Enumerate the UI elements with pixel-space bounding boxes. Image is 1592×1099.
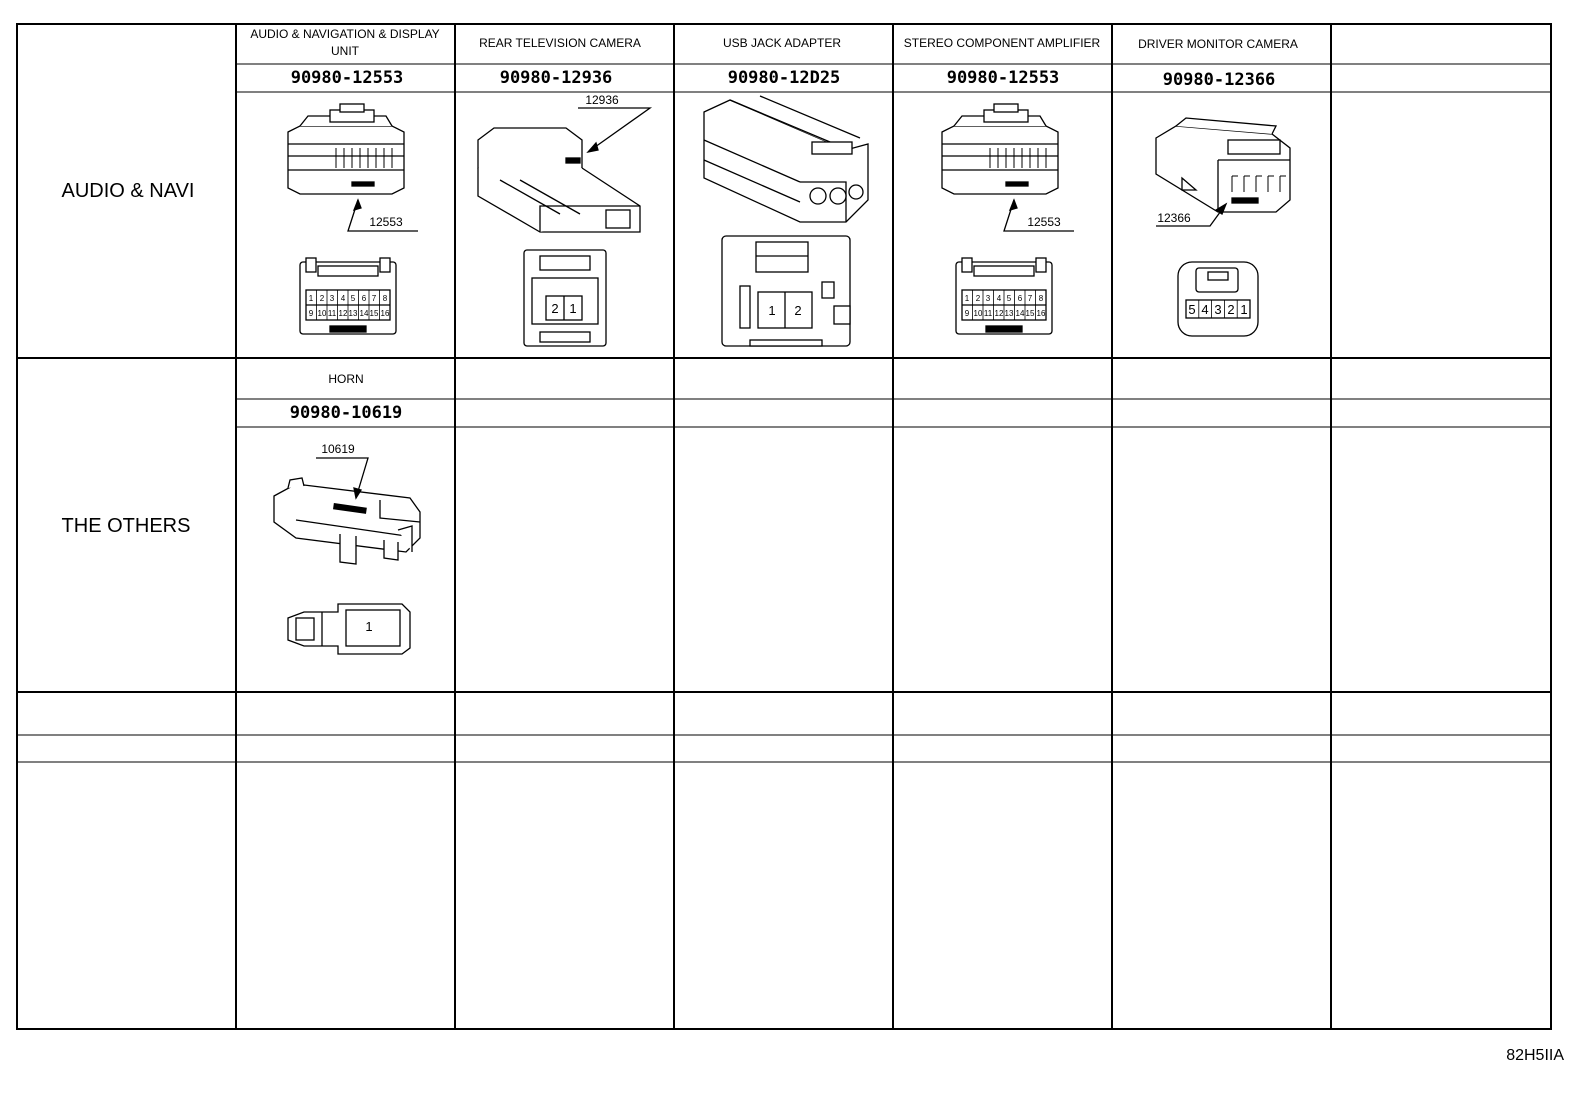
pin-label: 12 xyxy=(994,309,1004,318)
part-number-c1: 90980-12553 xyxy=(290,68,404,88)
pin-label: 8 xyxy=(382,294,388,303)
pin-label: 10 xyxy=(973,309,983,318)
connector-name-c2: REAR TELEVISION CAMERA xyxy=(479,36,641,50)
pin-label: 5 xyxy=(1188,302,1196,317)
pin-label: 1 xyxy=(569,301,577,316)
callout-c4: 12553 xyxy=(1027,215,1061,229)
pin-label: 1 xyxy=(964,294,970,303)
pin-label: 15 xyxy=(1025,309,1035,318)
pin-label: 16 xyxy=(380,309,390,318)
callout-c5: 12366 xyxy=(1157,211,1191,225)
pin-label: 1 xyxy=(308,294,314,303)
pin-label: 10 xyxy=(317,309,327,318)
connector-name-c5: DRIVER MONITOR CAMERA xyxy=(1138,37,1298,51)
pin-label: 3 xyxy=(985,294,991,303)
pin-label: 13 xyxy=(348,309,358,318)
connector-name-c3: USB JACK ADAPTER xyxy=(722,36,842,50)
connector-name-c4: STEREO COMPONENT AMPLIFIER xyxy=(903,36,1101,50)
pin-label: 16 xyxy=(1036,309,1046,318)
pin-label: 9 xyxy=(308,309,314,318)
part-number-c3: 90980-12D25 xyxy=(727,68,841,88)
pin-label: 3 xyxy=(329,294,335,303)
pin-label: 4 xyxy=(1201,302,1209,317)
pin-label: 7 xyxy=(1027,294,1033,303)
part-number-horn: 90980-10619 xyxy=(289,403,403,423)
pin-label: 4 xyxy=(996,294,1002,303)
connector-drawing-c2 xyxy=(478,108,650,346)
pin-label: 15 xyxy=(369,309,379,318)
section-label-the-others: THE OTHERS xyxy=(61,515,191,537)
pin-label: 5 xyxy=(350,294,356,303)
connector-name-c1-line1: AUDIO & NAVIGATION & DISPLAY xyxy=(250,27,440,41)
pin-label: 12 xyxy=(338,309,348,318)
connector-drawing-horn xyxy=(274,458,420,654)
pin-label: 14 xyxy=(359,309,369,318)
callout-c2: 12936 xyxy=(585,93,619,107)
part-number-c5: 90980-12366 xyxy=(1162,70,1276,90)
part-number-c4: 90980-12553 xyxy=(946,68,1060,88)
part-number-c2: 90980-12936 xyxy=(499,68,613,88)
drawing-code: 82H5IIA xyxy=(1506,1047,1564,1064)
pin-label: 1 xyxy=(365,619,373,634)
pin-label: 1 xyxy=(768,303,776,318)
pin-label: 6 xyxy=(1017,294,1023,303)
pin-label: 2 xyxy=(975,294,981,303)
pin-label: 11 xyxy=(327,309,337,318)
pin-label: 5 xyxy=(1006,294,1012,303)
pin-label: 2 xyxy=(1227,302,1235,317)
connector-drawing-c5 xyxy=(1156,118,1290,336)
connector-name-c1-line2: UNIT xyxy=(331,44,359,58)
pin-label: 1 xyxy=(1240,302,1248,317)
pin-label: 8 xyxy=(1038,294,1044,303)
pin-label: 2 xyxy=(551,301,559,316)
pin-label: 2 xyxy=(319,294,325,303)
connector-drawing-c3 xyxy=(704,96,868,346)
pin-label: 11 xyxy=(983,309,993,318)
section-label-audio-navi: AUDIO & NAVI xyxy=(61,180,195,202)
pin-label: 2 xyxy=(794,303,802,318)
callout-c1: 12553 xyxy=(369,215,403,229)
pin-label: 6 xyxy=(361,294,367,303)
pin-label: 4 xyxy=(340,294,346,303)
pin-label: 3 xyxy=(1214,302,1222,317)
connector-name-horn: HORN xyxy=(328,372,364,386)
pin-label: 7 xyxy=(371,294,377,303)
pin-label: 9 xyxy=(964,309,970,318)
callout-horn: 10619 xyxy=(321,442,355,456)
pin-label: 13 xyxy=(1004,309,1014,318)
pin-label: 14 xyxy=(1015,309,1025,318)
